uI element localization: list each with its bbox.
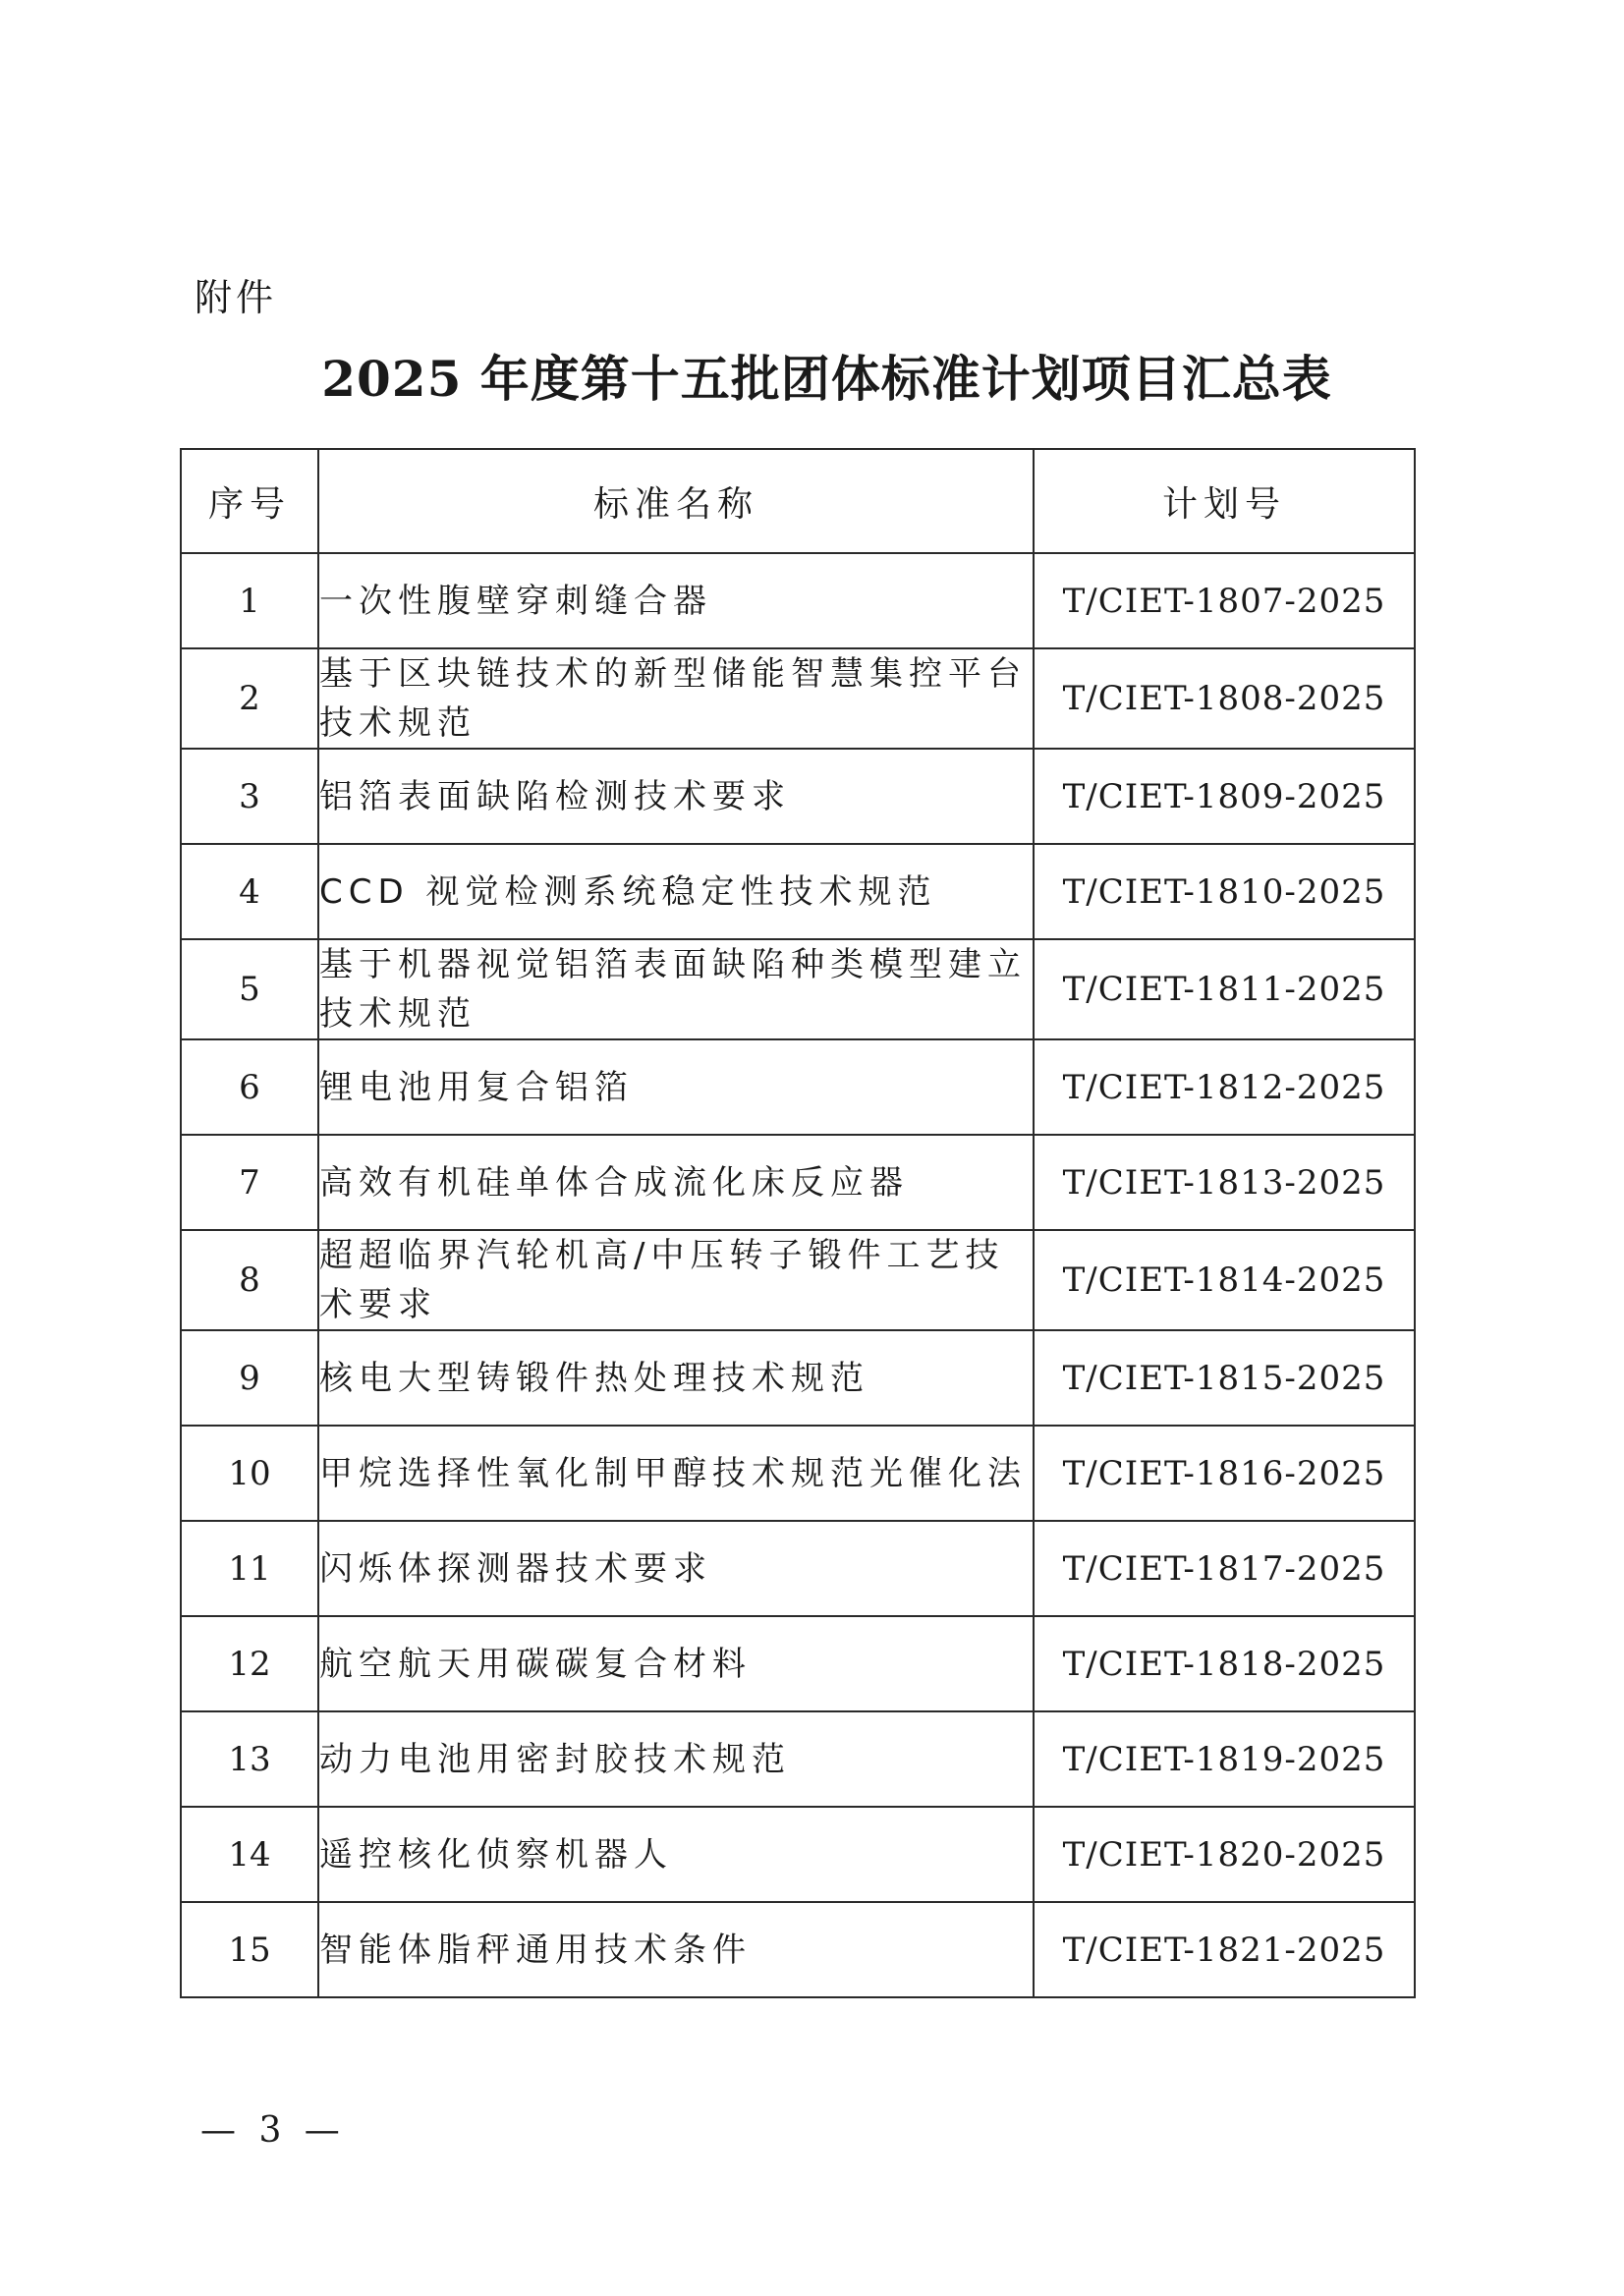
row-plan-number: T/CIET-1808-2025	[1034, 648, 1415, 749]
standards-plan-table	[180, 448, 1416, 1998]
row-plan-number: T/CIET-1815-2025	[1034, 1330, 1415, 1426]
row-plan-number: T/CIET-1820-2025	[1034, 1807, 1415, 1902]
row-seq: 14	[181, 1807, 318, 1902]
row-plan-number: T/CIET-1817-2025	[1034, 1521, 1415, 1616]
row-plan-number: T/CIET-1811-2025	[1034, 939, 1415, 1039]
table-row	[181, 749, 1415, 844]
table-row	[181, 939, 1415, 1039]
row-standard-name: 一次性腹壁穿刺缝合器	[318, 553, 1034, 648]
row-seq: 8	[181, 1230, 318, 1330]
row-seq: 6	[181, 1039, 318, 1135]
table-row	[181, 1426, 1415, 1521]
header-name: 标准名称	[318, 449, 1034, 553]
row-standard-name: 航空航天用碳碳复合材料	[318, 1616, 1034, 1711]
table-row	[181, 1711, 1415, 1807]
row-standard-name: 高效有机硅单体合成流化床反应器	[318, 1135, 1034, 1230]
row-seq: 1	[181, 553, 318, 648]
row-standard-name: 核电大型铸锻件热处理技术规范	[318, 1330, 1034, 1426]
row-seq: 11	[181, 1521, 318, 1616]
row-plan-number: T/CIET-1819-2025	[1034, 1711, 1415, 1807]
row-plan-number: T/CIET-1816-2025	[1034, 1426, 1415, 1521]
table-row	[181, 1135, 1415, 1230]
row-seq: 3	[181, 749, 318, 844]
row-standard-name: CCD 视觉检测系统稳定性技术规范	[318, 844, 1034, 939]
row-plan-number: T/CIET-1813-2025	[1034, 1135, 1415, 1230]
row-seq: 7	[181, 1135, 318, 1230]
header-plan: 计划号	[1034, 449, 1415, 553]
document-title: 2025 年度第十五批团体标准计划项目汇总表	[321, 350, 1332, 408]
row-standard-name: 锂电池用复合铝箔	[318, 1039, 1034, 1135]
row-plan-number: T/CIET-1814-2025	[1034, 1230, 1415, 1330]
table-row	[181, 553, 1415, 648]
row-seq: 13	[181, 1711, 318, 1807]
row-plan-number: T/CIET-1812-2025	[1034, 1039, 1415, 1135]
table-header-row	[181, 449, 1415, 553]
row-standard-name: 基于区块链技术的新型储能智慧集控平台技术规范	[318, 648, 1034, 749]
page-number: — 3 —	[200, 2110, 346, 2151]
table-row	[181, 1902, 1415, 1997]
table-row	[181, 648, 1415, 749]
row-standard-name: 基于机器视觉铝箔表面缺陷种类模型建立技术规范	[318, 939, 1034, 1039]
row-seq: 2	[181, 648, 318, 749]
row-standard-name: 智能体脂秤通用技术条件	[318, 1902, 1034, 1997]
row-seq: 12	[181, 1616, 318, 1711]
table-row	[181, 1616, 1415, 1711]
row-standard-name: 超超临界汽轮机高/中压转子锻件工艺技术要求	[318, 1230, 1034, 1330]
header-seq: 序号	[181, 449, 318, 553]
attachment-label: 附件	[195, 276, 278, 319]
row-standard-name: 铝箔表面缺陷检测技术要求	[318, 749, 1034, 844]
row-seq: 5	[181, 939, 318, 1039]
row-plan-number: T/CIET-1810-2025	[1034, 844, 1415, 939]
table-row	[181, 1807, 1415, 1902]
row-seq: 9	[181, 1330, 318, 1426]
table-row	[181, 844, 1415, 939]
row-plan-number: T/CIET-1818-2025	[1034, 1616, 1415, 1711]
row-seq: 15	[181, 1902, 318, 1997]
table-row	[181, 1039, 1415, 1135]
table-row	[181, 1521, 1415, 1616]
row-standard-name: 遥控核化侦察机器人	[318, 1807, 1034, 1902]
row-standard-name: 甲烷选择性氧化制甲醇技术规范光催化法	[318, 1426, 1034, 1521]
row-plan-number: T/CIET-1809-2025	[1034, 749, 1415, 844]
row-plan-number: T/CIET-1807-2025	[1034, 553, 1415, 648]
row-seq: 4	[181, 844, 318, 939]
table-row	[181, 1230, 1415, 1330]
row-standard-name: 闪烁体探测器技术要求	[318, 1521, 1034, 1616]
row-seq: 10	[181, 1426, 318, 1521]
row-standard-name: 动力电池用密封胶技术规范	[318, 1711, 1034, 1807]
row-plan-number: T/CIET-1821-2025	[1034, 1902, 1415, 1997]
table-row	[181, 1330, 1415, 1426]
